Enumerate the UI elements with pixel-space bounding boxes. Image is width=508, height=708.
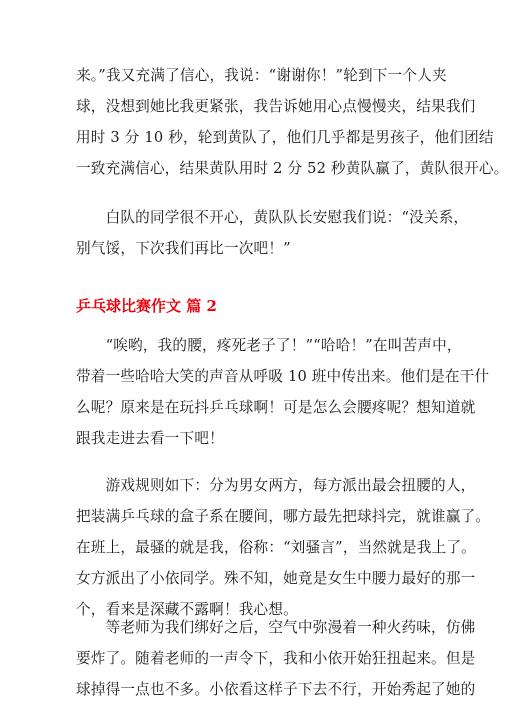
text-line: 么呢？原来是在玩抖乒乓球啊！可是怎么会腰疼呢？想知道就: [76, 399, 476, 416]
text-line: 一致充满信心，结果黄队用时 2 分 52 秒黄队赢了，黄队很开心。: [76, 160, 508, 177]
text-line: 球，没想到她比我更紧张，我告诉她用心点慢慢夹，结果我们: [76, 98, 476, 115]
text-line: 个，看来是深藏不露啊！我心想。: [76, 601, 298, 618]
paragraph-1: [76, 60, 508, 184]
text-line: 球掉得一点也不多。小依看这样子下去不行，开始秀起了她的: [76, 681, 476, 698]
text-line: 把装满乒乓球的盒子系在腰间，哪方最先把球抖完，就谁赢了。: [76, 508, 491, 525]
text-line: 白队的同学很不开心，黄队队长安慰我们说：“没关系，: [76, 209, 469, 226]
text-line: 要炸了。随着老师的一声令下，我和小依开始狂扭起来。但是: [76, 650, 476, 667]
text-line: 在班上，最骚的就是我，俗称：“刘骚言”，当然就是我上了。: [76, 539, 476, 556]
paragraph-4: [76, 470, 491, 625]
section-heading: 乒乓球比赛作文 篇 2: [76, 297, 217, 315]
text-line: 带着一些哈哈大笑的声音从呼吸 10 班中传出来。他们是在干什: [76, 368, 490, 385]
text-line: 用时 3 分 10 秒，轮到黄队了，他们几乎都是男孩子，他们团结: [76, 129, 494, 146]
text-line: 跟我走进去看一下吧！: [76, 430, 224, 447]
text-line: 来。”我又充满了信心，我说：“谢谢你！”轮到下一个人夹: [76, 67, 447, 84]
paragraph-5: [76, 612, 476, 705]
text-line: 别气馁，下次我们再比一次吧！”: [76, 240, 291, 257]
paragraph-3: [76, 330, 490, 454]
text-line: 游戏规则如下：分为男女两方，每方派出最会扭腰的人，: [76, 477, 476, 494]
text-line: 等老师为我们绑好之后，空气中弥漫着一种火药味，仿佛: [76, 619, 476, 636]
text-line: 女方派出了小依同学。殊不知，她竟是女生中腰力最好的那一: [76, 570, 476, 587]
paragraph-2: [76, 202, 469, 264]
text-line: “唉哟，我的腰，疼死老子了！”“哈哈！”在叫苦声中，: [76, 337, 462, 354]
